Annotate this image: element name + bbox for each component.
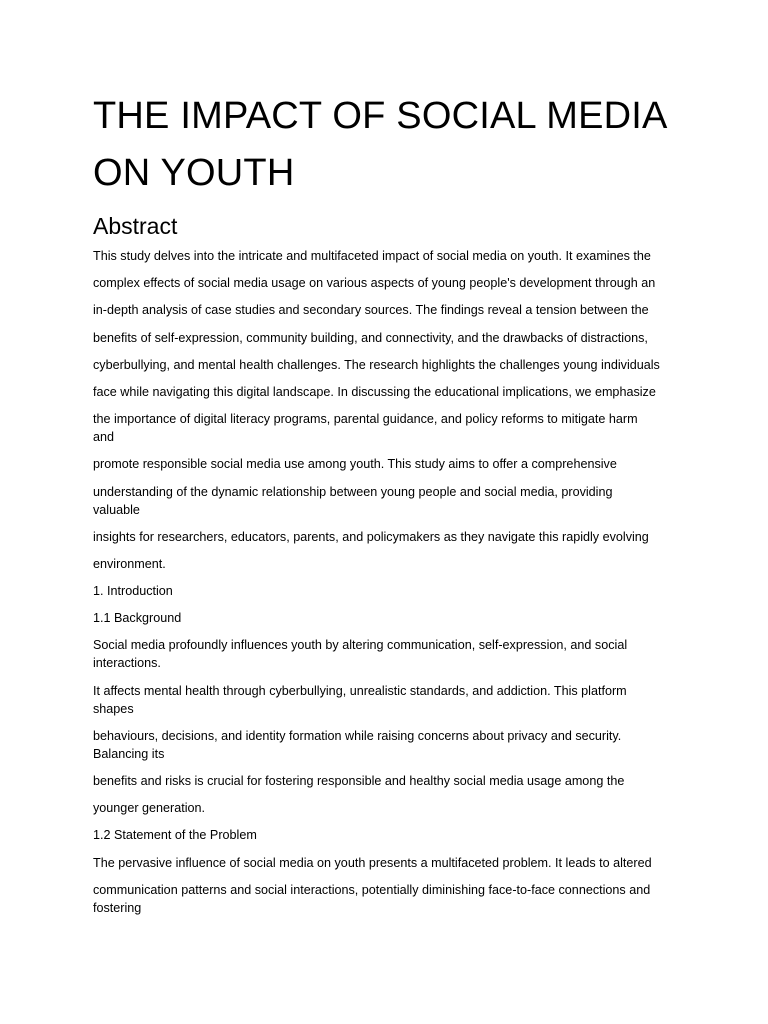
body-line xyxy=(93,483,683,519)
body-line-wrap: shapes xyxy=(93,701,134,716)
body-line xyxy=(93,555,683,573)
body-line-text: younger generation. xyxy=(93,801,206,816)
body-line-text: 1.2 Statement of the Problem xyxy=(93,828,257,843)
body-line xyxy=(93,881,683,917)
body-line xyxy=(93,528,683,546)
body-line-text: complex effects of social media usage on various aspects of young people's development through an xyxy=(93,276,656,291)
body-line-text: benefits and risks is crucial for fostering responsible and healthy social media usage among the xyxy=(93,774,625,788)
body-line-text: The pervasive influence of social media on youth presents a multifaceted problem. It leads to altered xyxy=(93,855,652,870)
abstract-heading: Abstract xyxy=(93,213,178,239)
document-page xyxy=(93,88,683,926)
document-title xyxy=(93,88,683,202)
body-line-text: benefits of self-expression, community building, and connectivity, and the drawbacks of distractions, xyxy=(93,330,648,345)
body-line xyxy=(93,609,683,627)
body-line-text: promote responsible social media use among youth. This study aims to offer a comprehensive xyxy=(93,457,617,472)
body-line-wrap: Balancing its xyxy=(93,746,165,761)
body-line-text: understanding of the dynamic relationship between young people and social media, providing xyxy=(93,484,613,499)
body-line-text: 1.1 Background xyxy=(93,611,182,626)
document-body xyxy=(93,247,683,917)
body-line-wrap: valuable xyxy=(93,502,140,517)
title-line-1: THE IMPACT OF SOCIAL MEDIA xyxy=(93,95,668,137)
body-line xyxy=(93,455,683,473)
body-line xyxy=(93,854,683,872)
body-line-wrap: interactions. xyxy=(93,656,161,671)
body-line xyxy=(93,799,683,817)
body-line-wrap: and xyxy=(93,430,115,445)
body-line-text: insights for researchers, educators, parents, and policymakers as they navigate this rapidly evolving xyxy=(93,529,649,544)
body-line-text: environment. xyxy=(93,556,166,571)
body-line-text: Social media profoundly influences youth by altering communication, self-expression, and social xyxy=(93,638,628,653)
body-line-text: behaviours, decisions, and identity formation while raising concerns about privacy and security. xyxy=(93,728,622,743)
body-line-wrap: fostering xyxy=(93,900,142,915)
body-line xyxy=(93,636,683,672)
body-line xyxy=(93,682,683,718)
body-line xyxy=(93,329,683,347)
body-line xyxy=(93,410,683,446)
body-line xyxy=(93,826,683,844)
body-line-text: the importance of digital literacy programs, parental guidance, and policy reforms to mitigate harm xyxy=(93,412,638,427)
body-line-text: cyberbullying, and mental health challenges. The research highlights the challenges young individuals xyxy=(93,357,660,372)
body-line xyxy=(93,772,683,790)
body-line xyxy=(93,356,683,374)
body-line xyxy=(93,247,683,265)
body-line-text: It affects mental health through cyberbullying, unrealistic standards, and addiction. This platform xyxy=(93,683,627,698)
body-line xyxy=(93,582,683,600)
body-line xyxy=(93,727,683,763)
body-line-text: This study delves into the intricate and multifaceted impact of social media on youth. It examines the xyxy=(93,249,651,263)
body-line-text: communication patterns and social interactions, potentially diminishing face-to-face connections and xyxy=(93,882,651,897)
body-line xyxy=(93,274,683,292)
body-line xyxy=(93,383,683,401)
body-line xyxy=(93,301,683,319)
title-line-2: ON YOUTH xyxy=(93,152,295,194)
body-line-text: 1. Introduction xyxy=(93,584,173,599)
body-line-text: face while navigating this digital landscape. In discussing the educational implications, we emphasize xyxy=(93,384,656,399)
body-line-text: in-depth analysis of case studies and secondary sources. The findings reveal a tension between the xyxy=(93,303,649,318)
